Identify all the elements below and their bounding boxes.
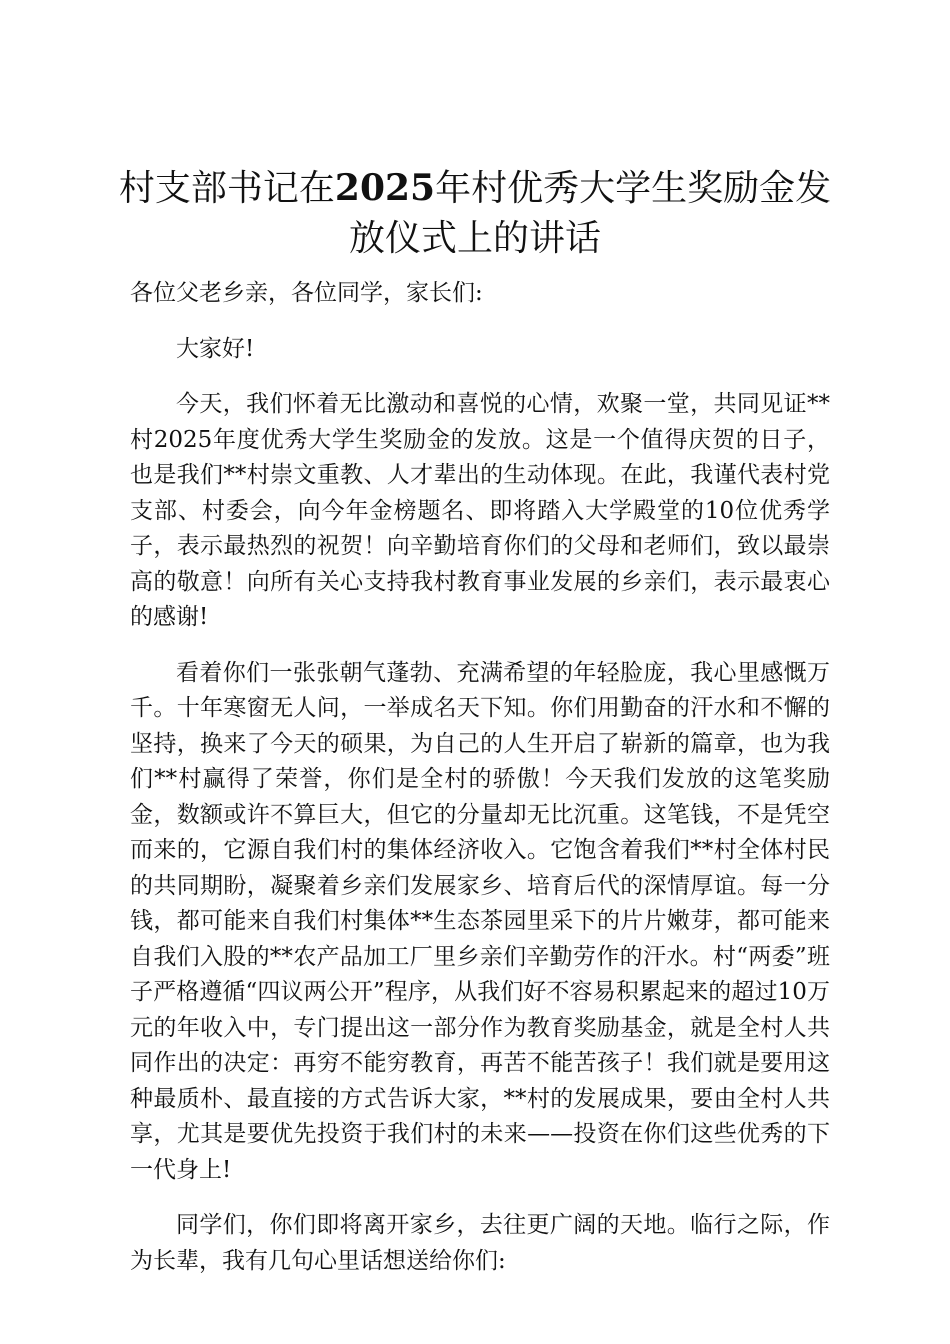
title-year: 2025 — [334, 167, 436, 209]
opening-paragraph: 今天，我们怀着无比激动和喜悦的心情，欢聚一堂，共同见证**村2025年度优秀大学生奖励金的发放。这是一个值得庆贺的日子，也是我们**村崇文重教、人才辈出的生动体现。在此，我谨代表村党支部、村委会，向今年金榜题名、即将踏入大学殿堂的10位优秀学子，表示最热烈的祝贺！向辛勤培育你们的父母和老师们，致以最崇高的敬意！向所有关心支持我村教育事业发展的乡亲们，表示最衷心的感谢! — [130, 391, 830, 630]
reward-fund-paragraph: 看着你们一张张朝气蓬勃、充满希望的年轻脸庞，我心里感慨万千。十年寒窗无人问，一举成名天下知。你们用勤奋的汗水和不懈的坚持，换来了今天的硕果，为自己的人生开启了崭新的篇章，也为我们**村赢得了荣誉，你们是全村的骄傲！今天我们发放的这笔奖励金，数额或许不算巨大，但它的分量却无比沉重。这笔钱，不是凭空而来的，它源自我们村的集体经济收入。它饱含着我们**村全体村民的共同期盼，凝聚着乡亲们发展家乡、培育后代的深情厚谊。每一分钱，都可能来自我们村集体**生态茶园里采下的片片嫩芽，都可能来自我们入股的**农产品加工厂里乡亲们辛勤劳作的汗水。村“两委”班子严格遵循“四议两公开”程序，从我们好不容易积累起来的超过10万元的年收入中，专门提出这一部分作为教育奖励基金，就是全村人共同作出的决定：再穷不能穷教育，再苦不能苦孩子！我们就是要用这种最质朴、最直接的方式告诉大家，**村的发展成果，要由全村人共享，尤其是要优先投资于我们村的未来——投资在你们这些优秀的下一代身上! — [130, 659, 830, 1183]
speech-title — [110, 163, 840, 264]
salutation: 各位父老乡亲，各位同学，家长们: — [130, 280, 483, 306]
speech-body — [130, 276, 830, 1299]
advice-intro-paragraph: 同学们，你们即将离开家乡，去往更广阔的天地。临行之际，作为长辈，我有几句心里话想送给你们: — [130, 1212, 830, 1274]
greeting-paragraph: 大家好! — [176, 335, 255, 362]
title-suffix: 年村优秀大学生奖励金发放仪式上的讲话 — [348, 168, 832, 259]
title-prefix: 村支部书记在 — [118, 168, 335, 209]
